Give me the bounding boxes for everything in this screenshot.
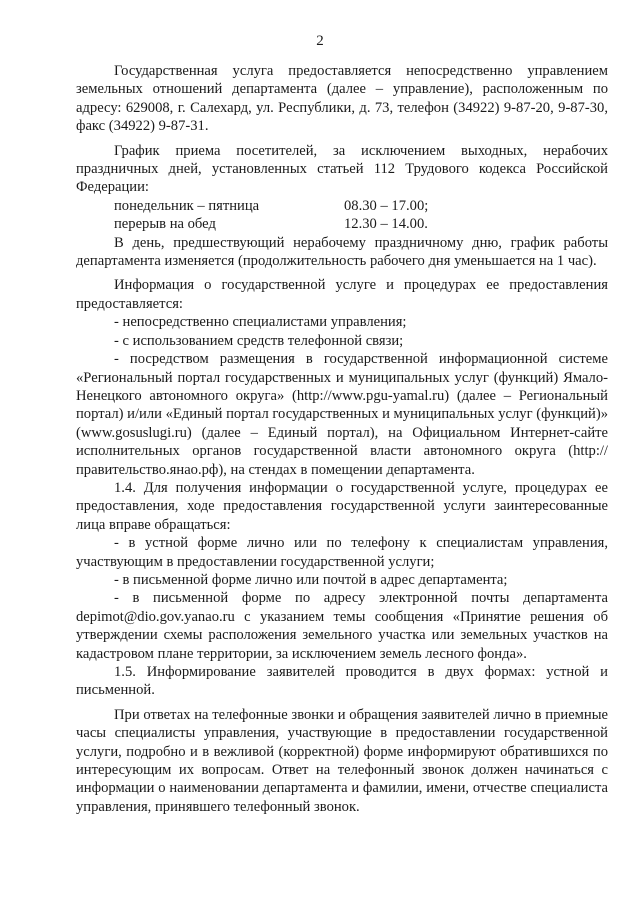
list-item: - посредством размещения в государственной информационной системе «Региональный портал государственных и муниципальных услуг (функций) Ямало-Ненецкого автономного округа» (http://www.pgu-yamal.ru) (далее – Региональный портал) и/или «Единый портал государственных и муниципальных услуг (функций)» (www.gosuslugi.ru) (далее – Единый портал), на Официальном Интернет-сайте исполнительных органов государственной власти автономного округа (http://правительство.янао.рф), на стендах в помещении департамента. [76, 351, 608, 478]
schedule-row-lunch [76, 215, 608, 233]
document-body [76, 62, 608, 816]
paragraph-phone-answers: При ответах на телефонные звонки и обращения заявителей лично в приемные часы специалисты управления, участвующие в предоставлении государственной услуги, подробно и в вежливой (корректной) форме информируют обратившихся по интересующим их вопросам. Ответ на телефонный звонок должен начинаться с информации о наименовании департамента и фамилии, имени, отчестве специалиста управления, принявшего телефонный звонок. [76, 706, 608, 815]
list-item: - в письменной форме лично или почтой в адрес департамента; [114, 571, 508, 588]
paragraph-1-4: 1.4. Для получения информации о государственной услуге, процедурах ее предоставления, ходе предоставления государственной услуги заинтересованные лица вправе обращаться: [76, 479, 608, 533]
paragraph-1-5: 1.5. Информирование заявителей проводится в двух формах: устной и письменной. [76, 664, 608, 699]
paragraph-preholiday: В день, предшествующий нерабочему праздничному дню, график работы департамента изменяется (продолжительность рабочего дня уменьшается на 1 час). [76, 234, 608, 270]
list-item: - с использованием средств телефонной связи; [114, 332, 404, 349]
list-item: - непосредственно специалистами управления; [114, 314, 407, 331]
paragraph-schedule-intro: График приема посетителей, за исключением выходных, нерабочих праздничных дней, установленных статьей 112 Трудового кодекса Российской Федерации: [76, 142, 608, 196]
page-number: 2 [316, 33, 324, 49]
paragraph-service-address: Государственная услуга предоставляется непосредственно управлением земельных отношений департамента (далее – управление), расположенным по адресу: 629008, г. Салехард, ул. Республики, д. 73, телефон (34922) 9-87-20, 9-87-30, факс (34922) 9-87-31. [76, 63, 608, 135]
paragraph-info-intro: Информация о государственной услуге и процедурах ее предоставления предоставляется: [76, 277, 608, 312]
schedule-row-weekdays [76, 197, 608, 215]
list-item: - в письменной форме по адресу электронной почты департамента depimot@dio.gov.yanao.ru с указанием темы сообщения «Принятие решения об утверждении схемы расположения земельного участка или земельных участков на кадастровом плане территории, за исключением земель лесного фонда». [76, 590, 608, 662]
schedule-time: 08.30 – 17.00; [344, 197, 429, 214]
schedule-time: 12.30 – 14.00. [344, 216, 428, 233]
schedule-days: перерыв на обед [114, 216, 216, 233]
schedule-days: понедельник – пятница [114, 197, 260, 214]
list-item: - в устной форме лично или по телефону к специалистам управления, участвующим в предоставлении государственной услуги; [76, 535, 608, 570]
